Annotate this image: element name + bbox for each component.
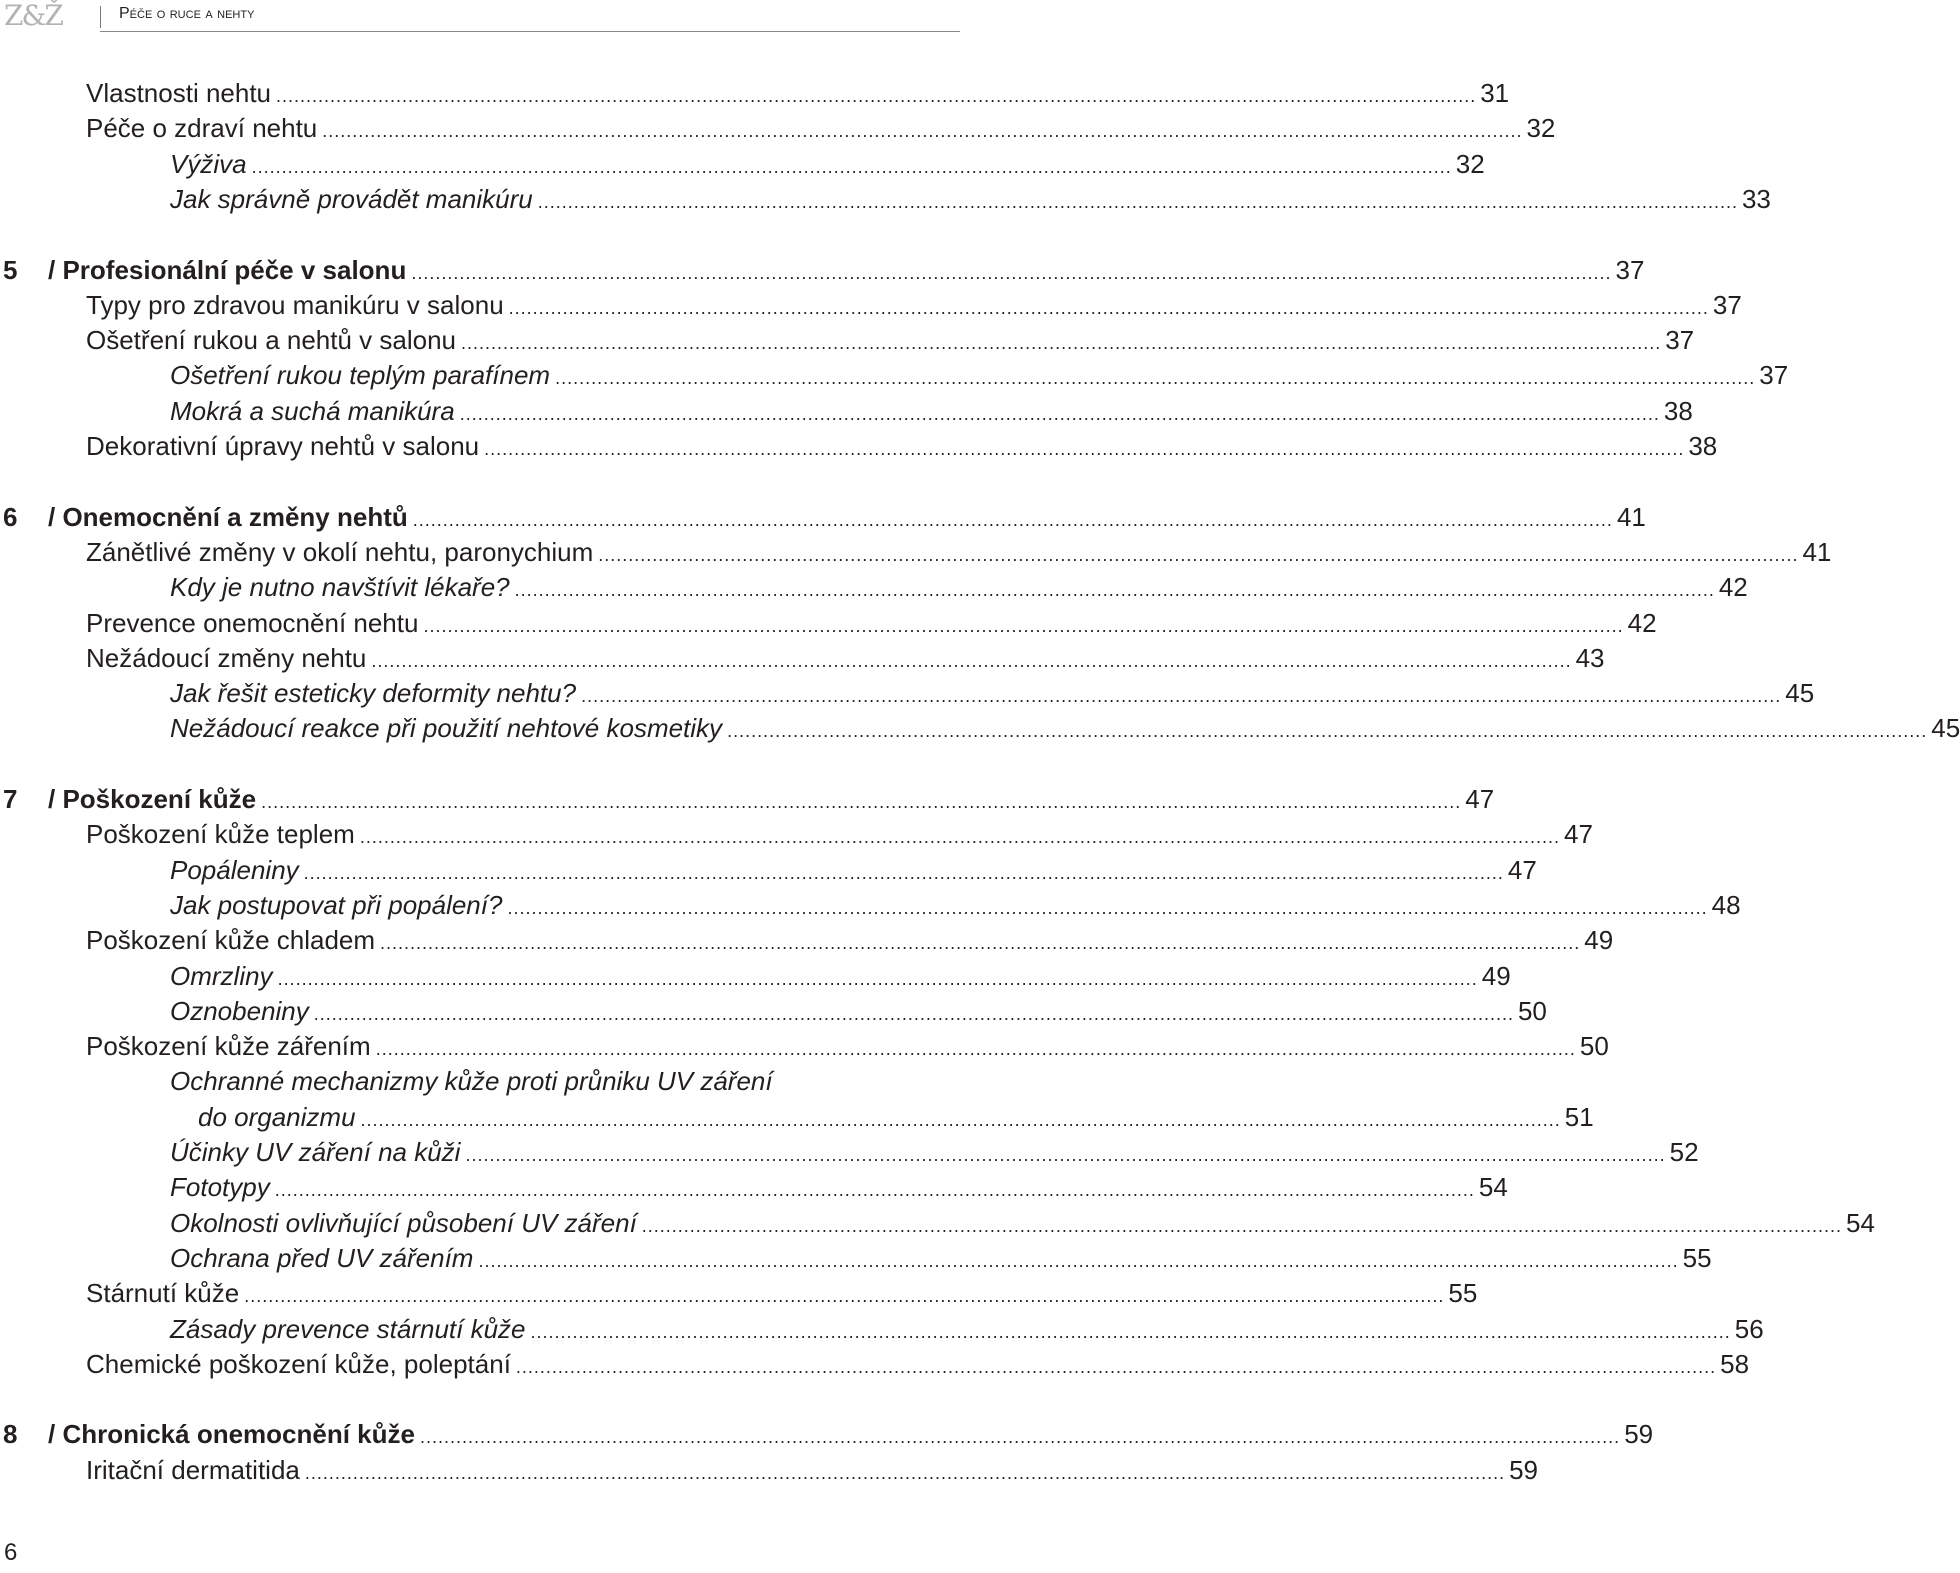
chapter-number: 7 [3,784,18,814]
dot-leader: ........................................................................................................................................................................................................ [641,1215,1842,1236]
chapter-number: 6 [3,501,18,532]
chapter-number: 5 [3,254,18,285]
toc-entry-text: Poškození kůže chladem [86,925,376,956]
dot-leader: ........................................................................................................................................................................................................ [412,509,1613,530]
toc-entry-text: Oznobeniny [170,995,309,1026]
dot-leader: ........................................................................................................................................................................................................ [380,933,1581,954]
toc-entry[interactable] [0,994,1547,1028]
dot-leader: ........................................................................................................................................................................................................ [419,1427,1621,1448]
dot-leader: ........................................................................................................................................................................................................ [277,968,1478,989]
dot-leader: ........................................................................................................................................................................................................ [514,580,1715,601]
dot-leader: ........................................................................................................................................................................................................ [303,862,1504,883]
dot-leader: ........................................................................................................................................................................................................ [555,368,1756,389]
toc-page-number: 32 [1526,113,1556,144]
dot-leader: ........................................................................................................................................................................................................ [727,721,1928,742]
toc-entry[interactable] [0,711,1960,745]
toc-page-number: 42 [1627,607,1657,638]
toc-entry-text: do organizmu [198,1101,356,1132]
dot-leader: ........................................................................................................................................................................................................ [322,121,1523,142]
toc-entry[interactable] [0,1029,1609,1063]
toc-page-number: 43 [1575,642,1605,673]
dot-leader: ........................................................................................................................................................................................................ [360,1109,1561,1130]
toc-entry-text: / Poškození kůže [48,784,257,814]
toc-page-number: 47 [1507,854,1537,885]
toc-page-number: 50 [1579,1031,1609,1062]
toc-entry[interactable] [0,817,1593,851]
toc-page-number: 41 [1616,501,1646,532]
toc-entry-text: Mokrá a suchá manikúra [170,395,455,426]
toc-page-number: 32 [1455,148,1485,179]
toc-entry-text: Zánětlivé změny v okolí nehtu, paronychium [86,536,594,567]
toc-page-number: 31 [1480,78,1510,108]
toc-entry-text: / Chronická onemocnění kůže [48,1419,415,1450]
page-number: 6 [4,1539,18,1566]
toc-entry[interactable] [0,358,1789,392]
toc-entry[interactable] [0,641,1605,675]
toc-entry[interactable] [0,606,1657,640]
dot-leader: ........................................................................................................................................................................................................ [537,191,1738,212]
toc-entry[interactable] [0,111,1556,145]
dot-leader: ........................................................................................................................................................................................................ [261,792,1462,812]
toc-entry[interactable] [0,570,1748,604]
toc-page-number: 59 [1624,1419,1654,1450]
toc-entry-text: Poškození kůže teplem [86,819,355,850]
toc-page-number: 54 [1846,1207,1875,1238]
dot-leader: ........................................................................................................................................................................................................ [484,439,1685,459]
toc-entry-text: Chemické poškození kůže, poleptání [86,1348,511,1379]
toc-entry[interactable] [0,1206,1875,1240]
page-header [0,0,960,32]
toc-entry-text: Omrzliny [170,960,273,991]
toc-page-number: 56 [1734,1313,1764,1344]
toc-entry-text: Jak správně provádět manikúru [170,183,533,214]
toc-entry-text: Typy pro zdravou manikúru v salonu [86,289,504,320]
toc-entry-text: Ochranné mechanizmy kůže proti průniku UV záření [170,1066,773,1097]
toc-entry-text: Dekorativní úpravy nehtů v salonu [86,431,480,461]
running-head: Péče o ruce a nehty [119,5,255,22]
toc-entry-text: Účinky UV záření na kůži [170,1137,461,1167]
toc-entry-text: Nežádoucí změny nehtu [86,642,367,673]
toc-entry[interactable] [0,1241,1712,1275]
toc-entry-text: Ošetření rukou a nehtů v salonu [86,325,457,356]
dot-leader: ........................................................................................................................................................................................................ [276,86,1477,106]
toc-page-number: 48 [1711,889,1741,920]
publisher-logo: Z&Ž [4,0,62,32]
toc-entry-text: Popáleniny [170,854,299,885]
toc-page-number: 52 [1669,1137,1699,1167]
toc-page-number: 50 [1517,995,1547,1026]
toc-entry-text: / Onemocnění a změny nehtů [48,501,408,532]
dot-leader: ........................................................................................................................................................................................................ [478,1250,1679,1271]
chapter-number: 8 [3,1419,18,1450]
toc-page-number: 54 [1478,1172,1508,1203]
toc-entry[interactable] [0,1135,1699,1169]
toc-entry[interactable] [0,76,1510,110]
toc-entry-text: Stárnutí kůže [86,1278,240,1309]
toc-entry-text: Kdy je nutno navštívit lékaře? [170,572,510,603]
toc-page-number: 38 [1663,395,1693,426]
toc-entry[interactable] [0,853,1537,887]
toc-entry-text: Jak řešit esteticky deformity nehtu? [170,678,577,709]
toc-entry-text: Vlastnosti nehtu [86,78,272,108]
toc-page-number: 42 [1718,572,1748,603]
toc-entry[interactable] [0,1312,1764,1346]
toc-entry[interactable] [0,394,1693,428]
toc-entry[interactable] [0,429,1718,463]
dot-leader: ........................................................................................................................................................................................................ [515,1356,1717,1377]
dot-leader: ........................................................................................................................................................................................................ [304,1462,1506,1483]
dot-leader: ........................................................................................................................................................................................................ [508,297,1709,318]
toc-page-number: 55 [1448,1278,1478,1309]
toc-page-number: 51 [1564,1101,1594,1132]
header-rule [100,31,960,32]
header-separator [100,6,101,28]
toc-entry[interactable] [0,535,1832,569]
toc-entry-text: / Profesionální péče v salonu [48,254,407,285]
toc-entry[interactable] [0,959,1511,993]
dot-leader: ........................................................................................................................................................................................................ [598,544,1799,565]
toc-entry[interactable] [0,1347,1750,1381]
dot-leader: ........................................................................................................................................................................................................ [423,615,1624,636]
dot-leader: ........................................................................................................................................................................................................ [375,1039,1576,1060]
toc-page-number: 45 [1931,713,1960,744]
toc-page-number: 59 [1509,1454,1538,1485]
toc-page-number: 55 [1682,1242,1712,1273]
dot-leader: ........................................................................................................................................................................................................ [581,686,1782,707]
toc-chapter[interactable] [0,253,1645,287]
toc-entry[interactable] [0,676,1815,710]
toc-entry-text: Výživa [170,148,247,179]
toc-entry-text: Okolnosti ovlivňující působení UV záření [170,1207,637,1238]
toc-chapter[interactable] [0,500,1646,534]
toc-page-number: 37 [1615,254,1645,285]
dot-leader: ........................................................................................................................................................................................................ [530,1321,1731,1342]
toc-page-number: 37 [1712,289,1742,320]
toc-chapter[interactable] [0,782,1495,816]
toc-entry-text: Fototypy [170,1172,270,1203]
toc-page-number: 49 [1481,960,1511,991]
toc-page-number: 38 [1688,431,1718,461]
dot-leader: ........................................................................................................................................................................................................ [459,403,1660,424]
toc-page-number: 45 [1785,678,1815,709]
toc-entry-text: Poškození kůže zářením [86,1031,371,1062]
dot-leader: ........................................................................................................................................................................................................ [371,650,1572,671]
toc-page-number: 49 [1584,925,1614,956]
dot-leader: ........................................................................................................................................................................................................ [274,1180,1475,1201]
toc-entry-text: Ošetření rukou teplým parafínem [170,360,551,391]
toc-entry[interactable] [0,147,1485,181]
dot-leader: ........................................................................................................................................................................................................ [244,1286,1445,1307]
toc-entry[interactable] [0,323,1695,357]
toc-entry[interactable] [0,888,1741,922]
toc-page-number: 58 [1720,1348,1750,1379]
toc-page-number: 47 [1564,819,1593,850]
toc-page-number: 33 [1741,183,1771,214]
dot-leader: ........................................................................................................................................................................................................ [465,1145,1666,1165]
toc-entry-text: Iritační dermatitida [86,1454,300,1485]
toc-page-number: 37 [1665,325,1695,356]
toc-entry[interactable] [0,1170,1508,1204]
toc-page-number: 41 [1802,536,1832,567]
dot-leader: ........................................................................................................................................................................................................ [507,897,1708,918]
toc-chapter[interactable] [0,1417,1654,1451]
toc-entry[interactable] [0,1100,1594,1134]
toc-entry-text: Jak postupovat při popálení? [170,889,503,920]
dot-leader: ........................................................................................................................................................................................................ [359,827,1561,848]
toc-entry[interactable] [0,288,1742,322]
dot-leader: ........................................................................................................................................................................................................ [251,156,1452,177]
toc-entry[interactable] [0,1453,1538,1487]
toc-entry[interactable] [0,182,1771,216]
toc-entry-text: Prevence onemocnění nehtu [86,607,419,638]
toc-entry[interactable] [0,1276,1478,1310]
dot-leader: ........................................................................................................................................................................................................ [313,1003,1514,1024]
dot-leader: ........................................................................................................................................................................................................ [411,262,1612,283]
dot-leader: ........................................................................................................................................................................................................ [461,333,1662,354]
toc-entry[interactable] [0,923,1614,957]
toc-entry-text: Nežádoucí reakce při použití nehtové kosmetiky [170,713,723,744]
toc-entry-text: Ochrana před UV zářením [170,1242,474,1273]
toc-page-number: 37 [1759,360,1789,391]
toc-page-number: 47 [1465,784,1495,814]
toc-entry-text: Zásady prevence stárnutí kůže [170,1313,526,1344]
toc-entry-text: Péče o zdraví nehtu [86,113,318,144]
